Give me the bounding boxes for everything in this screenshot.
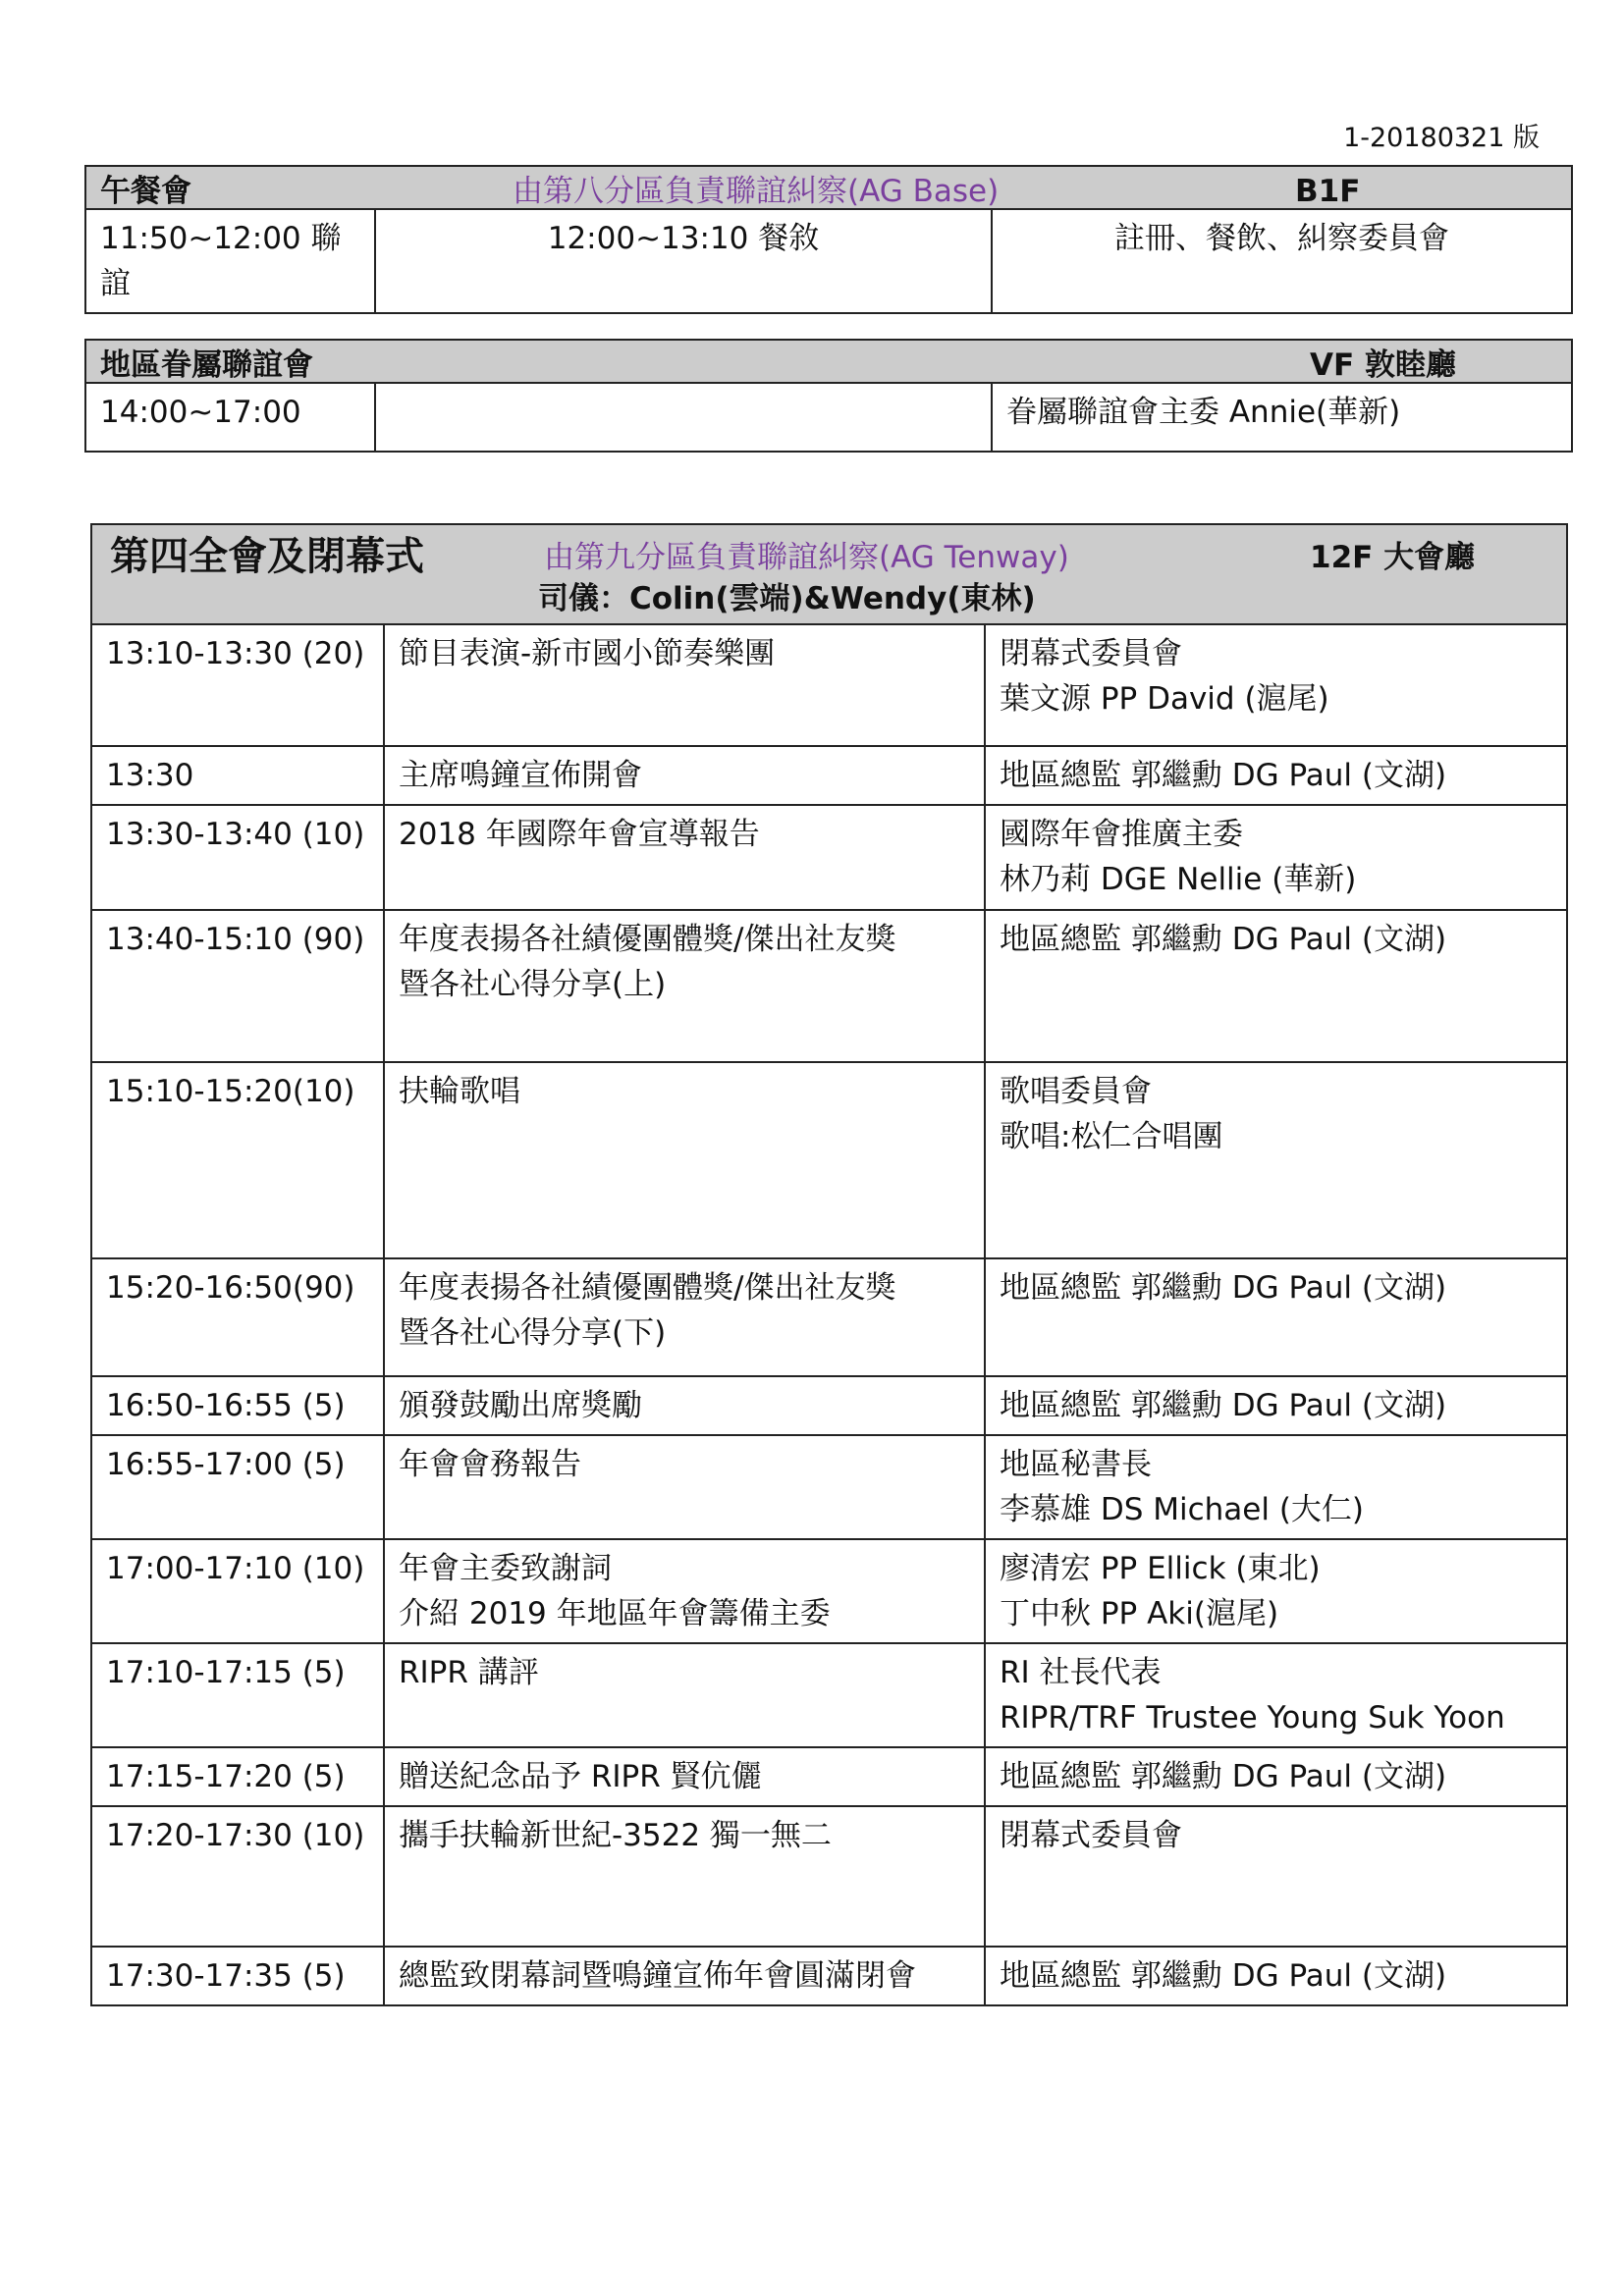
closing-table bbox=[90, 523, 1568, 2006]
row-person bbox=[985, 624, 1567, 746]
row-person-line: 地區總監 郭繼勳 DG Paul (文湖) bbox=[1000, 1388, 1447, 1423]
row-person-line: 廖清宏 PP Ellick (東北) bbox=[1000, 1551, 1321, 1586]
row-activity-line: 暨各社心得分享(下) bbox=[399, 1315, 667, 1351]
row-time: 16:55-17:00 (5) bbox=[91, 1435, 384, 1539]
row-activity-line: RIPR 講評 bbox=[399, 1655, 539, 1690]
table-row bbox=[91, 1062, 1567, 1258]
row-person-line: 歌唱委員會 bbox=[1000, 1074, 1152, 1109]
row-activity-line: 扶輪歌唱 bbox=[399, 1074, 520, 1109]
row-person bbox=[985, 805, 1567, 910]
lunch-header bbox=[85, 166, 1572, 209]
row-activity bbox=[384, 1747, 985, 1806]
closing-location: 12F 大會廳 bbox=[1310, 540, 1476, 575]
table-row bbox=[91, 1258, 1567, 1376]
row-activity-line: 暨各社心得分享(上) bbox=[399, 967, 667, 1002]
row-person-line: 歌唱:松仁合唱團 bbox=[1000, 1119, 1223, 1154]
row-activity bbox=[384, 910, 985, 1062]
family-time: 14:00~17:00 bbox=[85, 383, 375, 452]
row-activity-line: 頒發鼓勵出席獎勵 bbox=[399, 1388, 642, 1423]
table-row bbox=[91, 1806, 1567, 1947]
row-time: 17:20-17:30 (10) bbox=[91, 1806, 384, 1947]
row-time: 13:30-13:40 (10) bbox=[91, 805, 384, 910]
row-person bbox=[985, 1376, 1567, 1435]
row-time: 17:15-17:20 (5) bbox=[91, 1747, 384, 1806]
row-person bbox=[985, 1435, 1567, 1539]
lunch-table bbox=[84, 165, 1573, 314]
family-responsible: 眷屬聯誼會主委 Annie(華新) bbox=[992, 383, 1572, 452]
row-activity bbox=[384, 1539, 985, 1643]
row-person-line: 地區秘書長 bbox=[1000, 1447, 1152, 1482]
family-title: 地區眷屬聯誼會 bbox=[100, 347, 313, 383]
row-person-line: 地區總監 郭繼勳 DG Paul (文湖) bbox=[1000, 758, 1447, 793]
row-person-line: 李慕雄 DS Michael (大仁) bbox=[1000, 1492, 1365, 1527]
row-activity-line: 2018 年國際年會宣導報告 bbox=[399, 817, 760, 852]
row-activity bbox=[384, 1643, 985, 1747]
row-person bbox=[985, 746, 1567, 805]
row-activity bbox=[384, 805, 985, 910]
table-row bbox=[91, 1376, 1567, 1435]
row-person bbox=[985, 1258, 1567, 1376]
table-row bbox=[91, 805, 1567, 910]
table-row bbox=[91, 746, 1567, 805]
lunch-title: 午餐會 bbox=[100, 174, 191, 209]
row-time: 13:10-13:30 (20) bbox=[91, 624, 384, 746]
row-time: 13:30 bbox=[91, 746, 384, 805]
row-activity bbox=[384, 746, 985, 805]
closing-organizer: 由第九分區負責聯誼糾察(AG Tenway) bbox=[544, 540, 1069, 575]
lunch-time2: 12:00~13:10 餐敘 bbox=[375, 209, 992, 313]
table-row bbox=[91, 1947, 1567, 2005]
table-row bbox=[91, 1643, 1567, 1747]
row-activity-line: 贈送紀念品予 RIPR 賢伉儷 bbox=[399, 1759, 762, 1794]
row-person bbox=[985, 1539, 1567, 1643]
row-person-line: 地區總監 郭繼勳 DG Paul (文湖) bbox=[1000, 1270, 1447, 1306]
row-time: 15:20-16:50(90) bbox=[91, 1258, 384, 1376]
row-time: 17:30-17:35 (5) bbox=[91, 1947, 384, 2005]
lunch-location: B1F bbox=[1295, 174, 1361, 209]
row-person bbox=[985, 1747, 1567, 1806]
row-person-line: RI 社長代表 bbox=[1000, 1655, 1162, 1690]
row-activity bbox=[384, 1806, 985, 1947]
table-row bbox=[91, 910, 1567, 1062]
table-row bbox=[91, 1747, 1567, 1806]
row-time: 13:40-15:10 (90) bbox=[91, 910, 384, 1062]
closing-rows bbox=[91, 624, 1567, 2005]
row-activity bbox=[384, 1435, 985, 1539]
row-person-line: 地區總監 郭繼勳 DG Paul (文湖) bbox=[1000, 1759, 1447, 1794]
row-time: 15:10-15:20(10) bbox=[91, 1062, 384, 1258]
row-activity-line: 總監致閉幕詞暨鳴鐘宣佈年會圓滿閉會 bbox=[399, 1958, 916, 1994]
table-row bbox=[91, 624, 1567, 746]
row-activity-line: 年度表揚各社績優團體獎/傑出社友獎 bbox=[399, 922, 896, 957]
row-time: 17:00-17:10 (10) bbox=[91, 1539, 384, 1643]
row-person-line: 葉文源 PP David (滬尾) bbox=[1000, 681, 1329, 717]
table-row bbox=[91, 1539, 1567, 1643]
row-person bbox=[985, 1947, 1567, 2005]
row-activity-line: 年度表揚各社績優團體獎/傑出社友獎 bbox=[399, 1270, 896, 1306]
row-person bbox=[985, 1643, 1567, 1747]
row-activity-line: 年會主委致謝詞 bbox=[399, 1551, 612, 1586]
row-activity bbox=[384, 624, 985, 746]
family-location: VF 敦睦廳 bbox=[1310, 347, 1456, 383]
closing-title: 第四全會及閉幕式 bbox=[110, 534, 424, 579]
row-activity bbox=[384, 1062, 985, 1258]
closing-header bbox=[91, 524, 1567, 624]
version-label: 1-20180321 版 bbox=[1343, 123, 1540, 153]
row-activity-line: 攜手扶輪新世紀-3522 獨一無二 bbox=[399, 1818, 832, 1853]
row-activity bbox=[384, 1376, 985, 1435]
row-person bbox=[985, 910, 1567, 1062]
row-activity bbox=[384, 1258, 985, 1376]
row-person-line: 地區總監 郭繼勳 DG Paul (文湖) bbox=[1000, 1958, 1447, 1994]
lunch-time1: 11:50~12:00 聯誼 bbox=[85, 209, 375, 313]
row-person-line: 閉幕式委員會 bbox=[1000, 636, 1182, 671]
row-activity-line: 節目表演-新市國小節奏樂團 bbox=[399, 636, 776, 671]
row-person-line: 林乃莉 DGE Nellie (華新) bbox=[1000, 862, 1357, 897]
row-person bbox=[985, 1806, 1567, 1947]
family-table bbox=[84, 339, 1573, 453]
lunch-organizer: 由第八分區負責聯誼糾察(AG Base) bbox=[513, 174, 1000, 209]
row-time: 17:10-17:15 (5) bbox=[91, 1643, 384, 1747]
row-person-line: 閉幕式委員會 bbox=[1000, 1818, 1182, 1853]
lunch-responsible: 註冊、餐飲、糾察委員會 bbox=[992, 209, 1572, 313]
row-time: 16:50-16:55 (5) bbox=[91, 1376, 384, 1435]
row-activity bbox=[384, 1947, 985, 2005]
table-row bbox=[91, 1435, 1567, 1539]
row-person bbox=[985, 1062, 1567, 1258]
row-person-line: RIPR/TRF Trustee Young Suk Yoon bbox=[1000, 1700, 1505, 1735]
closing-mc: 司儀：Colin(雲端)&Wendy(東林) bbox=[538, 581, 1036, 616]
row-activity-line: 年會會務報告 bbox=[399, 1447, 581, 1482]
row-person-line: 丁中秋 PP Aki(滬尾) bbox=[1000, 1596, 1279, 1631]
family-header bbox=[85, 340, 1572, 383]
row-person-line: 國際年會推廣主委 bbox=[1000, 817, 1243, 852]
row-activity-line: 主席鳴鐘宣佈開會 bbox=[399, 758, 642, 793]
row-person-line: 地區總監 郭繼勳 DG Paul (文湖) bbox=[1000, 922, 1447, 957]
family-activity bbox=[375, 383, 992, 452]
row-activity-line: 介紹 2019 年地區年會籌備主委 bbox=[399, 1596, 831, 1631]
